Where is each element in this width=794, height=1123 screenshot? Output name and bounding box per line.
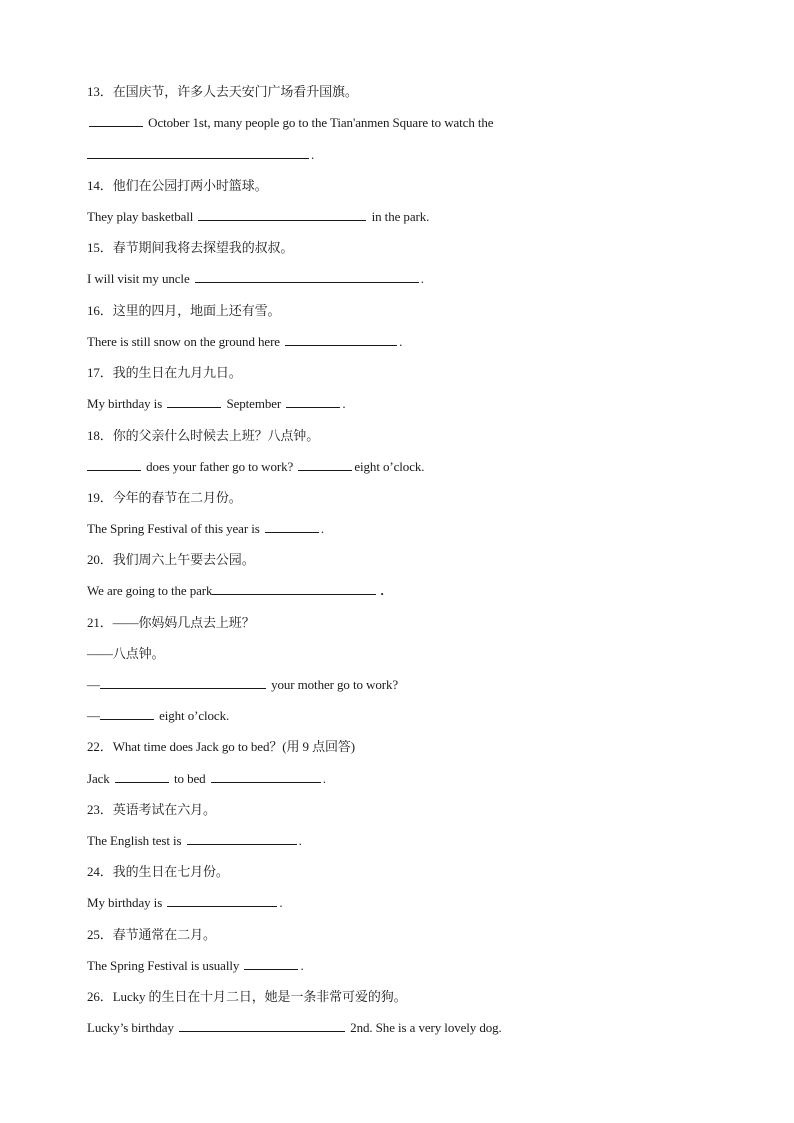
q19-blank-1[interactable] — [265, 520, 319, 533]
q22-blank-2[interactable] — [211, 770, 321, 783]
q23-text-a: The English test is — [87, 833, 182, 848]
q19-prompt: 19．今年的春节在二月份。 — [87, 490, 242, 505]
q22-text-a: Jack — [87, 771, 110, 786]
q22-sentence — [87, 770, 326, 788]
q21-blank-2[interactable] — [100, 707, 154, 720]
q18-blank-1[interactable] — [87, 458, 141, 471]
q14-sentence — [87, 208, 429, 226]
q16-text-a: There is still snow on the ground here — [87, 334, 280, 349]
q22-end: . — [322, 771, 326, 786]
q21-dash-2: — — [87, 708, 100, 723]
q13-prompt: 13．在国庆节，许多人去天安门广场看升国旗。 — [87, 84, 358, 99]
q25-text-a: The Spring Festival is usually — [87, 958, 240, 973]
q23-prompt: 23．英语考试在六月。 — [87, 802, 216, 817]
q14-prompt: 14．他们在公园打两小时篮球。 — [87, 178, 268, 193]
q15-blank-1[interactable] — [195, 270, 419, 283]
q22-text-b: to bed — [174, 771, 206, 786]
q15-sentence — [87, 270, 424, 288]
q17-blank-2[interactable] — [286, 395, 340, 408]
q16-sentence — [87, 333, 402, 351]
q17-text-a: My birthday is — [87, 396, 163, 411]
q26-sentence — [87, 1019, 502, 1037]
q26-text-b: 2nd. She is a very lovely dog. — [350, 1020, 502, 1035]
q26-text-a: Lucky’s birthday — [87, 1020, 174, 1035]
q21-prompt-answer: ——八点钟。 — [87, 646, 165, 661]
q20-end: . — [380, 583, 384, 598]
q15-text-a: I will visit my uncle — [87, 271, 190, 286]
q20-blank-1[interactable] — [212, 582, 376, 595]
q22-prompt: 22．What time does Jack go to bed？(用 9 点回答) — [87, 739, 356, 754]
q21-sentence — [87, 676, 398, 694]
q24-prompt: 24．我的生日在七月份。 — [87, 864, 229, 879]
q21-text-b: your mother go to work? — [271, 677, 399, 692]
q18-blank-2[interactable] — [298, 458, 352, 471]
q25-sentence — [87, 957, 304, 975]
q21-text-c: eight o’clock. — [159, 708, 230, 723]
q13-sentence — [87, 114, 493, 132]
q16-prompt: 16．这里的四月，地面上还有雪。 — [87, 303, 281, 318]
q20-text-a: We are going to the park — [87, 583, 213, 598]
q26-blank-1[interactable] — [179, 1019, 345, 1032]
q13-blank-1[interactable] — [89, 114, 143, 127]
q25-end: . — [300, 958, 304, 973]
q22-blank-1[interactable] — [115, 770, 169, 783]
q17-blank-1[interactable] — [167, 395, 221, 408]
q16-end: . — [399, 334, 403, 349]
q23-sentence — [87, 832, 302, 850]
q13-text-a: October 1st, many people go to the Tian'anmen Square to watch the — [148, 115, 494, 130]
q18-text-c: eight o’clock. — [354, 459, 425, 474]
q18-sentence — [87, 458, 424, 476]
q18-text-b: does your father go to work? — [146, 459, 294, 474]
q26-prompt: 26．Lucky 的生日在十月二日，她是一条非常可爱的狗。 — [87, 989, 407, 1004]
q23-end: . — [298, 833, 302, 848]
q14-text-a: They play basketball — [87, 209, 194, 224]
q25-blank-1[interactable] — [244, 957, 298, 970]
q24-blank-1[interactable] — [167, 894, 277, 907]
q21-blank-1[interactable] — [100, 676, 266, 689]
q16-blank-1[interactable] — [285, 333, 397, 346]
q15-end: . — [420, 271, 424, 286]
q17-text-b: September — [226, 396, 282, 411]
q14-blank-1[interactable] — [198, 208, 366, 221]
q17-end: . — [342, 396, 346, 411]
q24-end: . — [279, 895, 283, 910]
q25-prompt: 25．春节通常在二月。 — [87, 927, 216, 942]
q19-text-a: The Spring Festival of this year is — [87, 521, 260, 536]
q23-blank-1[interactable] — [187, 832, 297, 845]
q18-prompt: 18．你的父亲什么时候去上班？八点钟。 — [87, 428, 320, 443]
q19-end: . — [320, 521, 325, 536]
q13-sentence-cont — [87, 146, 314, 164]
q14-text-b: in the park. — [371, 209, 430, 224]
q24-sentence — [87, 894, 282, 912]
q17-sentence — [87, 395, 345, 413]
q21-sentence-answer — [87, 707, 229, 725]
q13-end: . — [311, 147, 315, 162]
q20-prompt: 20．我们周六上午要去公园。 — [87, 552, 255, 567]
q19-sentence — [87, 520, 324, 538]
q15-prompt: 15．春节期间我将去探望我的叔叔。 — [87, 240, 294, 255]
q13-blank-2[interactable] — [87, 146, 309, 159]
q21-dash-1: — — [87, 677, 100, 692]
q17-prompt: 17．我的生日在九月九日。 — [87, 365, 242, 380]
q20-sentence — [87, 582, 384, 600]
q24-text-a: My birthday is — [87, 895, 163, 910]
q21-prompt: 21．——你妈妈几点去上班？ — [87, 615, 255, 630]
